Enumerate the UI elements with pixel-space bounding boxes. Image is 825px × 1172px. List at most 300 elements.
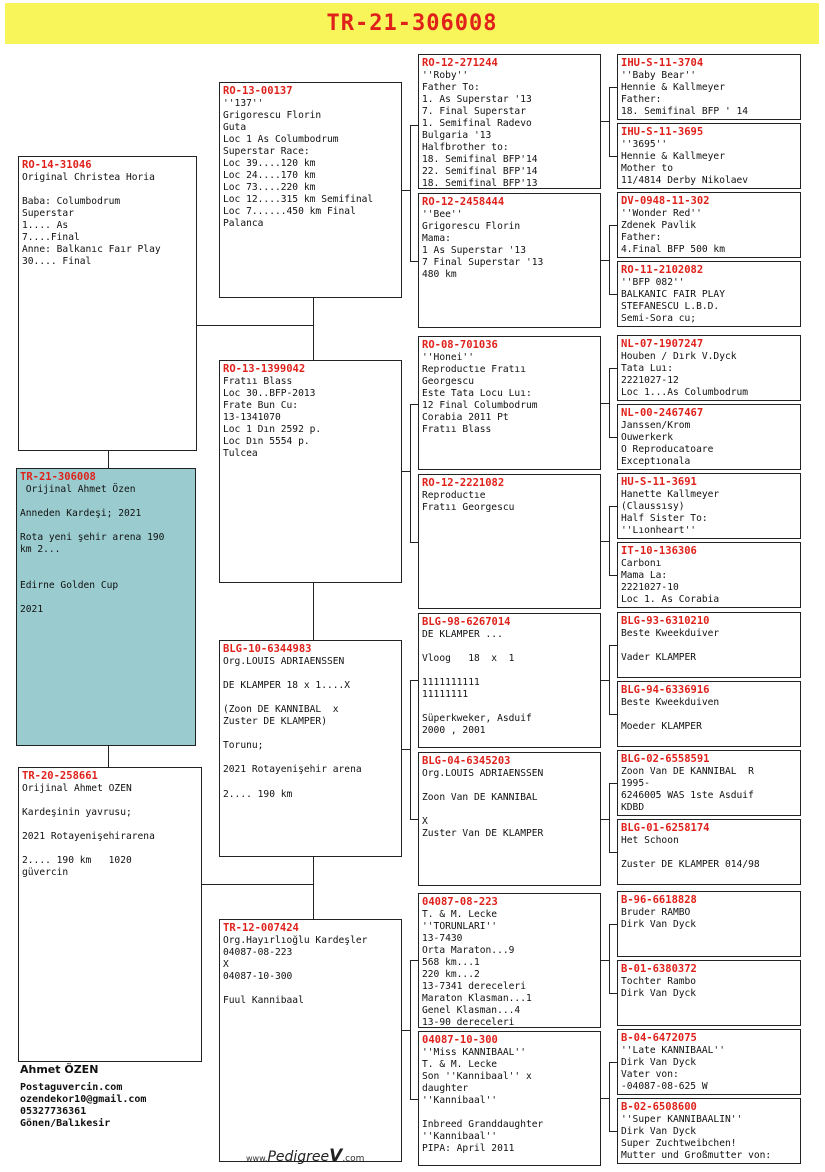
bird-info-line: ''Late KANNIBAAL'' — [621, 1044, 725, 1056]
connector-g3-2-b — [609, 437, 617, 438]
ring-number: RO-13-00137 — [223, 85, 293, 97]
bird-info-line: daughter — [422, 1082, 469, 1094]
bird-info-line — [422, 665, 597, 677]
bird-info-line: 12 Final Columbodrum — [422, 399, 538, 411]
bird-info-line: Tata Luı: — [621, 362, 673, 374]
bird-info-line: ''Wonder Red'' — [621, 207, 702, 219]
bird-info-line: Zuster Van DE KLAMPER — [422, 827, 544, 839]
bird-info-line: ''TORUNLARI'' — [422, 920, 498, 932]
connector-g3-4-a — [609, 645, 617, 646]
bird-info-line: Inbreed Granddaughter — [422, 1119, 544, 1131]
bird-info-line: km 2... — [20, 543, 61, 555]
bird-info-line: Loc 39....120 km — [223, 157, 316, 169]
connector-g3-4-v — [609, 645, 610, 714]
bird-info-line: ''Kannibaal'' — [422, 1131, 498, 1143]
ring-number: BLG-94-6336916 — [621, 684, 710, 696]
connector-g3-3-stub — [601, 541, 609, 542]
connector-g3-1-v — [609, 225, 610, 294]
bird-info-line: Dirk Van Dyck — [621, 1056, 697, 1068]
owner-name: Ahmet ÖZEN — [20, 1063, 99, 1076]
bird-g1[interactable] — [617, 54, 801, 120]
bird-info-line: O Reproducatoare — [621, 443, 714, 455]
ring-number: BLG-98-6267014 — [422, 616, 511, 628]
bird-info-line: Edirne Golden Cup — [20, 580, 119, 592]
bird-info-line: 13-7341 dereceleri — [422, 981, 526, 993]
bird-info-line: Mutter und Großmutter von: — [621, 1149, 772, 1161]
bird-ssd[interactable] — [418, 193, 601, 328]
bird-info-line: 2021 Rotayenişehirarena — [22, 830, 155, 842]
bird-info-line: Super Zuchtweibchen! — [621, 1137, 737, 1149]
logo-www: www. — [246, 1154, 268, 1163]
ring-number: RO-12-2221082 — [422, 477, 505, 489]
ring-number: RO-12-271244 — [422, 57, 498, 69]
bird-info-line: Loc 12....315 km Semifinal — [223, 194, 374, 206]
bird-info-line: Este Tata Locu Luı: — [422, 387, 532, 399]
logo-com: .com — [342, 1154, 365, 1164]
bird-dsd[interactable] — [418, 752, 601, 886]
bird-g2[interactable] — [617, 123, 801, 189]
bird-info-line: 11111111 — [422, 688, 469, 700]
bird-info-line: 30.... Final — [22, 256, 92, 268]
bird-info-line: ''3695'' — [621, 138, 668, 150]
bird-info-line: Original Christea Horia — [22, 171, 155, 183]
bird-info-line: 11/4814 Derby Nikolaev — [621, 174, 749, 186]
bird-info-line — [20, 592, 192, 604]
connector-g3-1-b — [609, 294, 617, 295]
ring-number: TR-20-258661 — [22, 770, 98, 782]
bird-info-line: Grigorescu Florin — [223, 109, 322, 121]
bird-ss[interactable] — [219, 82, 402, 298]
bird-info-line: Het Schoon — [621, 834, 679, 846]
ring-number: NL-07-1907247 — [621, 338, 704, 350]
ring-number: IHU-S-11-3704 — [621, 57, 704, 69]
bird-info-line: PIPA: April 2011 — [422, 1143, 515, 1155]
bird-info-line — [223, 668, 398, 680]
bird-info-line: Hennie & Kallmeyer — [621, 81, 725, 93]
bird-sds[interactable] — [418, 336, 601, 470]
bird-info-line — [223, 752, 398, 764]
connector-sd-v — [410, 404, 411, 542]
bird-info-line: Loc 1 As Columbodrum — [223, 133, 339, 145]
bird-info-line: Loc 24....170 km — [223, 170, 316, 182]
contact-email: ozendekor10@gmail.com — [20, 1094, 147, 1105]
connector-ds-stub — [402, 749, 410, 750]
bird-info-line: 13-7430 — [422, 932, 463, 944]
bird-info-line — [422, 780, 597, 792]
connector-g3-6-stub — [601, 960, 609, 961]
bird-g15[interactable] — [617, 1029, 801, 1095]
bird-info-line: Rota yeni şehir arena 190 — [20, 531, 165, 543]
bird-info-line: Hennie & Kallmeyer — [621, 150, 725, 162]
connector-g3-4-b — [609, 714, 617, 715]
bird-sire[interactable] — [18, 156, 197, 451]
bird-dam[interactable] — [18, 767, 202, 1062]
bird-info-line: Vader KLAMPER — [621, 651, 697, 663]
bird-info-line — [22, 843, 198, 855]
bird-info-line: Süperkweker, Asduif — [422, 713, 532, 725]
connector-g3-3-b — [609, 575, 617, 576]
connector-g3-0-v — [609, 87, 610, 156]
bird-info-line: Frate Bun Cu: — [223, 399, 299, 411]
bird-info-line: 7. Final Superstar — [422, 105, 526, 117]
bird-info-line: STEFANESCU L.B.D. — [621, 300, 720, 312]
bird-info-line: 2.... 190 km 1020 — [22, 855, 132, 867]
bird-info-line — [223, 728, 398, 740]
ring-number: NL-00-2467467 — [621, 407, 704, 419]
connector-g3-3-v — [609, 506, 610, 575]
bird-info-line: ''Kannibaal'' — [422, 1094, 498, 1106]
connector-g3-7-b — [609, 1131, 617, 1132]
ring-number: RO-08-701036 — [422, 339, 498, 351]
bird-dd[interactable] — [219, 919, 402, 1162]
bird-info-line: ''Bee'' — [422, 208, 463, 220]
bird-info-line — [223, 983, 398, 995]
connector-ds-a — [410, 680, 418, 681]
bird-info-line: Org.Hayırlıoğlu Kardeşler — [223, 934, 368, 946]
bird-info-line: X — [422, 815, 428, 827]
connector-g3-7-stub — [601, 1098, 609, 1099]
bird-info-line: (Zoon DE KANNIBAL x — [223, 703, 339, 715]
bird-info-line: Tochter Rambo — [621, 975, 697, 987]
bird-g3[interactable] — [617, 192, 801, 258]
bird-info-line: Superstar Race: — [223, 145, 310, 157]
bird-info-line: Houben / Dırk V.Dyck — [621, 350, 737, 362]
bird-info-line — [422, 641, 597, 653]
bird-info-line: Mama La: — [621, 569, 668, 581]
bird-info-line: T. & M. Lecke — [422, 1058, 498, 1070]
ring-number: TR-12-007424 — [223, 922, 299, 934]
ring-number: RO-14-31046 — [22, 159, 92, 171]
bird-info-line: Orijinal Ahmet Özen — [20, 483, 136, 495]
connector-g3-6-b — [609, 993, 617, 994]
connector-dam-parents-v — [313, 857, 314, 919]
bird-sdd[interactable] — [418, 474, 601, 609]
bird-info-line: Palanca — [223, 218, 264, 230]
connector-ds-v — [410, 680, 411, 819]
connector-g3-7-v — [609, 1062, 610, 1131]
bird-info-line — [22, 819, 198, 831]
bird-g14[interactable] — [617, 960, 801, 1026]
bird-info-line: ''Honei'' — [422, 351, 474, 363]
bird-info-line: 04087-10-300 — [223, 970, 293, 982]
bird-info-line: 1 As Superstar '13 — [422, 244, 526, 256]
bird-info-line: 6246005 WAS 1ste Asduif — [621, 789, 754, 801]
bird-info-line: Dirk Van Dyck — [621, 1125, 697, 1137]
bird-info-line: Loc Dın 5554 p. — [223, 435, 310, 447]
connector-sd-b — [410, 542, 418, 543]
bird-info-line: Halfbrother to: — [422, 142, 509, 154]
connector-g3-5-v — [609, 783, 610, 852]
ring-number: DV-0948-11-302 — [621, 195, 710, 207]
bird-info-line: Orta Maraton...9 — [422, 944, 515, 956]
bird-info-line: Zoon Van DE KANNIBAL — [422, 791, 538, 803]
ring-number: 04087-08-223 — [422, 896, 498, 908]
ring-number: RO-12-2458444 — [422, 196, 505, 208]
bird-info-line: Hanette Kallmeyer — [621, 488, 720, 500]
connector-g3-3-a — [609, 506, 617, 507]
bird-info-line: ''Super KANNIBAALIN'' — [621, 1113, 743, 1125]
pedigree-logo — [246, 1146, 364, 1166]
bird-info-line: Loc 1. As Corabia — [621, 593, 720, 605]
bird-info-line: Orijinal Ahmet OZEN — [22, 782, 132, 794]
bird-info-line — [223, 776, 398, 788]
connector-g3-0-b — [609, 156, 617, 157]
bird-info-line: X — [223, 958, 229, 970]
bird-info-line: 04087-08-223 — [223, 946, 293, 958]
bird-info-line: 2.... 190 km — [223, 788, 293, 800]
bird-g6[interactable] — [617, 404, 801, 470]
bird-g8[interactable] — [617, 542, 801, 608]
connector-g3-2-v — [609, 368, 610, 437]
bird-info-line: Ouwerkerk — [621, 431, 673, 443]
ring-number: BLG-04-6345203 — [422, 755, 511, 767]
connector-dam-parents — [202, 884, 313, 885]
bird-info-line: 1995- — [621, 777, 650, 789]
bird-info-line: 7....Final — [22, 231, 80, 243]
bird-info-line: (Claussısy) — [621, 500, 685, 512]
connector-sire-parents — [197, 325, 313, 326]
ring-number: HU-S-11-3691 — [621, 476, 697, 488]
connector-g3-5-b — [609, 852, 617, 853]
connector-g3-1-stub — [601, 260, 609, 261]
bird-info-line: Zdenek Pavlik — [621, 219, 697, 231]
bird-info-line: Fratıı Blass — [422, 424, 492, 436]
bird-sd[interactable] — [219, 360, 402, 583]
connector-subject-sire — [108, 451, 109, 468]
ring-number: RO-11-2102082 — [621, 264, 704, 276]
contact-phone: 05327736361 — [20, 1106, 87, 1117]
bird-info-line: Zuster DE KLAMPER 014/98 — [621, 858, 760, 870]
ring-number: IT-10-136306 — [621, 545, 697, 557]
bird-info-line: Beste Kweekduiver — [621, 627, 720, 639]
bird-info-line: ''Lıonheart'' — [621, 524, 697, 536]
ring-number: 04087-10-300 — [422, 1034, 498, 1046]
bird-info-line: 13-1341070 — [223, 411, 281, 423]
bird-dss[interactable] — [418, 613, 601, 748]
ring-number: IHU-S-11-3695 — [621, 126, 704, 138]
bird-info-line — [621, 847, 797, 859]
bird-info-line: Torunu; — [223, 740, 264, 752]
bird-info-line: Loc 7......450 km Final — [223, 206, 356, 218]
bird-info-line: 2221027-12 — [621, 374, 679, 386]
bird-info-line: Grigorescu Florin — [422, 220, 521, 232]
bird-info-line: 22. Semifinal BFP'14 — [422, 166, 538, 178]
bird-info-line: ''137'' — [223, 97, 264, 109]
bird-info-line: 2000 , 2001 — [422, 725, 486, 737]
bird-info-line: 1. Semifinal Radevo — [422, 117, 532, 129]
connector-g3-0-stub — [601, 121, 609, 122]
ring-number: RO-13-1399042 — [223, 363, 306, 375]
connector-sire-parents-v — [313, 298, 314, 360]
bird-info-line — [22, 184, 193, 196]
contact-website: Postaguvercin.com — [20, 1082, 123, 1093]
contact-location: Gönen/Balıkesir — [20, 1118, 111, 1129]
bird-info-line: Loc 1 Dın 2592 p. — [223, 423, 322, 435]
bird-info-line: 2021 — [20, 604, 44, 616]
bird-info-line: DE KLAMPER 18 x 1....X — [223, 679, 351, 691]
bird-info-line: 7 Final Superstar '13 — [422, 256, 544, 268]
bird-info-line: 18. Semifinal BFP'13 — [422, 178, 538, 189]
bird-info-line: Father: — [621, 231, 662, 243]
ring-number: B-04-6472075 — [621, 1032, 697, 1044]
connector-dd-b — [410, 1099, 418, 1100]
connector-sd-ds — [313, 583, 314, 640]
bird-info-line: 4.Final BFP 500 km — [621, 243, 725, 255]
bird-info-line: KDBD — [621, 801, 645, 813]
bird-info-line: Anneden Kardeşi; 2021 — [20, 507, 142, 519]
connector-ss-a — [410, 125, 418, 126]
bird-info-line: Superstar — [22, 207, 74, 219]
bird-info-line: Dirk Van Dyck — [621, 987, 697, 999]
bird-info-line: Bruder RAMBO — [621, 906, 691, 918]
ring-number: B-01-6380372 — [621, 963, 697, 975]
bird-info-line: Baba: Columbodrum — [22, 195, 121, 207]
bird-info-line: 1.... As — [22, 219, 69, 231]
owner-contact — [20, 1063, 146, 1130]
header-banner — [5, 3, 819, 44]
bird-info-line: BALKANIC FAIR PLAY — [621, 288, 725, 300]
bird-info-line: Mama: — [422, 232, 451, 244]
bird-info-line — [20, 520, 192, 532]
bird-info-line: Loc 73....220 km — [223, 182, 316, 194]
bird-info-line: 480 km — [422, 268, 457, 280]
bird-dds[interactable] — [418, 893, 601, 1028]
bird-info-line — [621, 640, 797, 652]
bird-info-line: Anne: Balkanıc Faır Play — [22, 244, 161, 256]
bird-info-line: 13-90 dereceleri — [422, 1017, 515, 1028]
bird-g16[interactable] — [617, 1098, 801, 1164]
bird-info-line: ''BFP 082'' — [621, 276, 685, 288]
bird-g7[interactable] — [617, 473, 801, 539]
bird-ds[interactable] — [219, 640, 402, 857]
bird-info-line: 1111111111 — [422, 676, 480, 688]
bird-g9[interactable] — [617, 612, 801, 678]
bird-info-line — [20, 496, 192, 508]
bird-info-line: Reproductıe Fratıı — [422, 363, 526, 375]
bird-info-line: Org.LOUIS ADRIAENSSEN — [422, 767, 544, 779]
connector-g3-0-a — [609, 87, 617, 88]
bird-info-line: T. & M. Lecke — [422, 908, 498, 920]
bird-info-line: Reproductıe — [422, 489, 486, 501]
bird-info-line: ''Roby'' — [422, 69, 469, 81]
bird-info-line: 568 km...1 — [422, 956, 480, 968]
page-title: TR-21-306008 — [326, 11, 498, 36]
bird-g12[interactable] — [617, 819, 801, 885]
bird-info-line: Beste Kweekduiven — [621, 696, 720, 708]
bird-info-line: ''Baby Bear'' — [621, 69, 697, 81]
bird-info-line — [422, 701, 597, 713]
bird-sss[interactable] — [418, 54, 601, 189]
connector-g3-4-stub — [601, 680, 609, 681]
bird-info-line — [20, 556, 192, 568]
bird-info-line: Mother to — [621, 162, 673, 174]
connector-g3-6-v — [609, 924, 610, 993]
bird-info-line: Georgescu — [422, 375, 474, 387]
bird-info-line — [621, 709, 797, 721]
connector-dd-a — [410, 960, 418, 961]
bird-g4[interactable] — [617, 261, 801, 327]
bird-info-line: Bulgaria '13 — [422, 129, 492, 141]
connector-ds-b — [410, 819, 418, 820]
connector-dd-stub — [402, 1030, 410, 1031]
bird-subject[interactable] — [16, 468, 196, 746]
bird-info-line: 220 km...2 — [422, 968, 480, 980]
bird-g5[interactable] — [617, 335, 801, 401]
ring-number: B-02-6508600 — [621, 1101, 697, 1113]
bird-info-line: Kardeşinin yavrusu; — [22, 806, 132, 818]
ring-number: B-96-6618828 — [621, 894, 697, 906]
bird-info-line: 2221027-10 — [621, 581, 679, 593]
bird-info-line: Guta — [223, 121, 247, 133]
bird-g11[interactable] — [617, 750, 801, 816]
bird-info-line: Fratıı Georgescu — [422, 501, 515, 513]
ring-number: BLG-93-6310210 — [621, 615, 710, 627]
bird-info-line: Org.LOUIS ADRIAENSSEN — [223, 655, 345, 667]
connector-g3-7-a — [609, 1062, 617, 1063]
bird-info-line: güvercin — [22, 867, 69, 879]
bird-info-line: Loc 1...As Columbodrum — [621, 386, 749, 398]
bird-info-line: Son ''Kannibaal'' x — [422, 1070, 532, 1082]
bird-g10[interactable] — [617, 681, 801, 747]
connector-ss-stub — [402, 190, 410, 191]
bird-info-line: Dirk Van Dyck — [621, 918, 697, 930]
bird-info-line: Fuul Kannibaal — [223, 994, 304, 1006]
connector-g3-1-a — [609, 225, 617, 226]
connector-dd-v — [410, 960, 411, 1099]
bird-info-line: -04087-08-625 W — [621, 1080, 708, 1092]
bird-info-line: 2021 Rotayenişehir arena — [223, 764, 362, 776]
bird-info-line: Half Sister To: — [621, 512, 708, 524]
connector-g3-2-stub — [601, 403, 609, 404]
ring-number: BLG-02-6558591 — [621, 753, 710, 765]
connector-g3-6-a — [609, 924, 617, 925]
bird-info-line: Janssen/Krom — [621, 419, 691, 431]
bird-info-line — [422, 1107, 597, 1119]
bird-info-line: Zuster DE KLAMPER) — [223, 715, 327, 727]
bird-info-line: Carbonı — [621, 557, 662, 569]
bird-info-line: Zoon Van DE KANNIBAL R — [621, 765, 754, 777]
bird-info-line: Father: — [621, 93, 662, 105]
bird-info-line: Maraton Klasman...1 — [422, 993, 532, 1005]
bird-info-line: 18. Semifinal BFP ' 14 — [621, 105, 749, 117]
bird-info-line — [223, 692, 398, 704]
bird-info-line: Exceptıonala — [621, 455, 691, 467]
bird-info-line: 18. Semifinal BFP'14 — [422, 154, 538, 166]
connector-g3-2-a — [609, 368, 617, 369]
bird-info-line: Father To: — [422, 81, 480, 93]
bird-info-line: Moeder KLAMPER — [621, 720, 702, 732]
bird-info-line — [20, 568, 192, 580]
ring-number: TR-21-306008 — [20, 471, 96, 483]
bird-info-line: Vloog 18 x 1 — [422, 652, 515, 664]
bird-info-line: Semi-Sora cu; — [621, 312, 697, 324]
connector-sd-stub — [402, 471, 410, 472]
bird-ddd[interactable] — [418, 1031, 601, 1166]
bird-info-line: 1. As Superstar '13 — [422, 93, 532, 105]
logo-pedigree: Pedigree — [267, 1149, 330, 1165]
bird-info-line: Fratıı Blass — [223, 375, 293, 387]
bird-info-line: ''Miss KANNIBAAL'' — [422, 1046, 526, 1058]
bird-info-line: Genel Klasman...4 — [422, 1005, 521, 1017]
connector-ss-v — [410, 125, 411, 261]
connector-subject-dam — [108, 746, 109, 767]
ring-number: BLG-01-6258174 — [621, 822, 710, 834]
connector-sd-a — [410, 404, 418, 405]
ring-number: BLG-10-6344983 — [223, 643, 312, 655]
connector-ss-b — [410, 261, 418, 262]
bird-info-line: Vater von: — [621, 1068, 679, 1080]
bird-g13[interactable] — [617, 891, 801, 957]
